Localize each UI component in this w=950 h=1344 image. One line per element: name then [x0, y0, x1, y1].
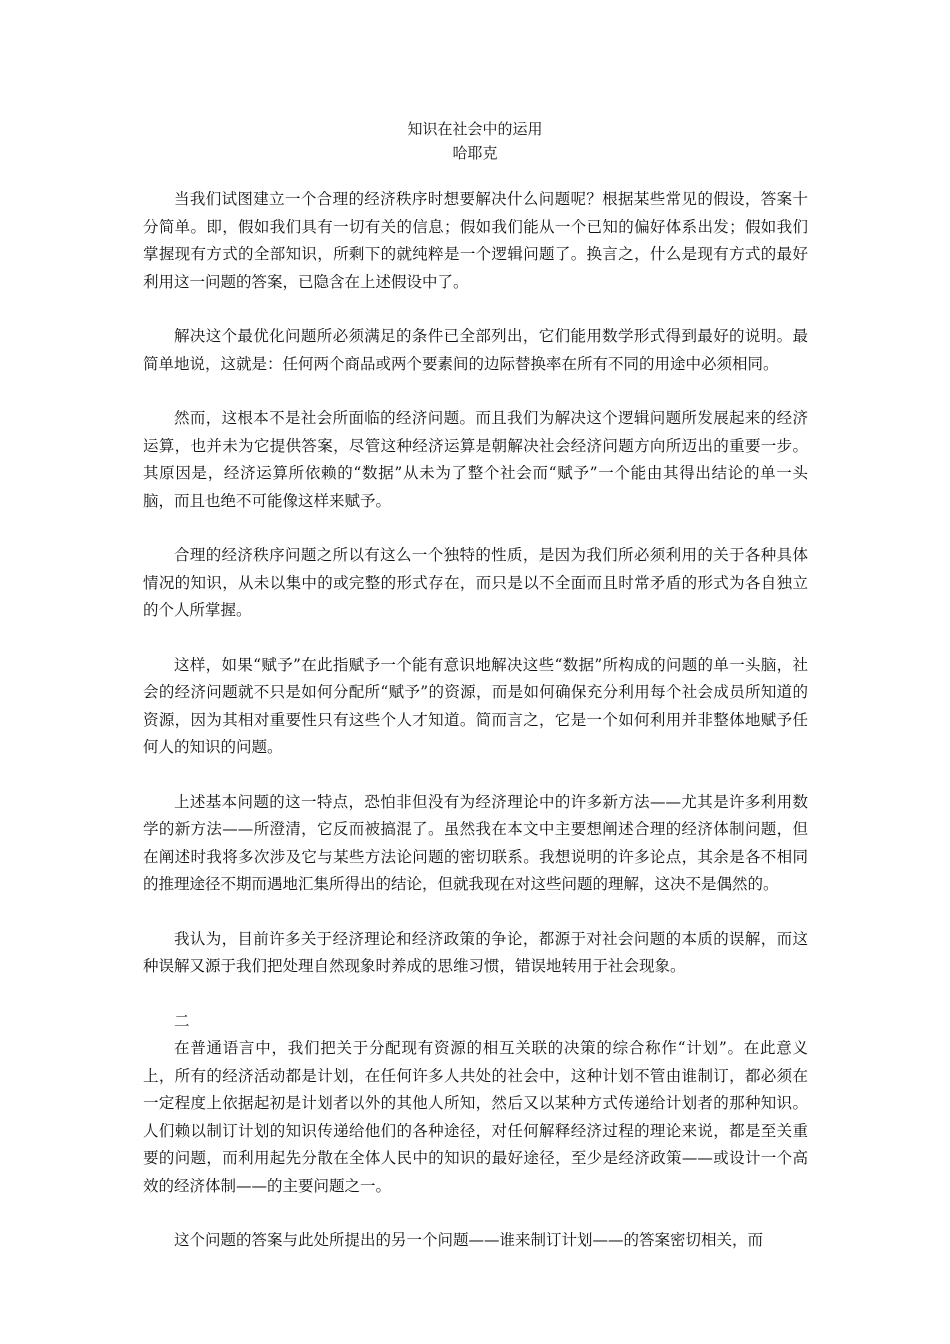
paragraph-9: 这个问题的答案与此处所提出的另一个问题——谁来制订计划——的答案密切相关，而: [174, 1231, 764, 1249]
section-heading: 二: [174, 1011, 190, 1030]
paragraph-3: 然而，这根本不是社会所面临的经济问题。而且我们为解决这个逻辑问题所发展起来的经济运算，也并未为它提供答案，尽管这种经济运算是朝解决社会经济问题方向所迈出的重要一步。其原因是，经济运算所依赖的“数据”从未为了整个社会而“赋予”一个能由其得出结论的单一头脑，而且也绝不可能像这样来赋予。: [143, 409, 808, 510]
paragraph-4: 合理的经济秩序问题之所以有这么一个独特的性质，是因为我们所必须利用的关于各种具体情况的知识，从未以集中的或完整的形式存在，而只是以不全面而且时常矛盾的形式为各自独立的个人所掌握。: [143, 546, 808, 619]
paragraph-7: 我认为，目前许多关于经济理论和经济政策的争论，都源于对社会问题的本质的误解，而这种误解又源于我们把处理自然现象时养成的思维习惯，错误地转用于社会现象。: [143, 929, 808, 975]
document-author: 哈耶克: [452, 144, 498, 162]
paragraph-2: 解决这个最优化问题所必须满足的条件已全部列出，它们能用数学形式得到最好的说明。最简单地说，这就是：任何两个商品或两个要素间的边际替换率在所有不同的用途中必须相同。: [143, 327, 808, 373]
paragraph-1: 当我们试图建立一个合理的经济秩序时想要解决什么问题呢？根据某些常见的假设，答案十分简单。即，假如我们具有一切有关的信息；假如我们能从一个已知的偏好体系出发；假如我们掌握现有方式的全部知识，所剩下的就纯粹是一个逻辑问题了。换言之，什么是现有方式的最好利用这一问题的答案，已隐含在上述假设中了。: [143, 190, 808, 291]
document-title: 知识在社会中的运用: [407, 120, 543, 138]
paragraph-5: 这样，如果“赋予”在此指赋予一个能有意识地解决这些“数据”所构成的问题的单一头脑，社会的经济问题就不只是如何分配所“赋予”的资源，而是如何确保充分利用每个社会成员所知道的资源，因为其相对重要性只有这些个人才知道。简而言之，它是一个如何利用并非整体地赋予任何人的知识的问题。: [143, 655, 808, 756]
title-block: [0, 117, 950, 165]
paragraph-8: 在普通语言中，我们把关于分配现有资源的相互关联的决策的综合称作“计划”。在此意义上，所有的经济活动都是计划，在任何许多人共处的社会中，这种计划不管由谁制订，都必须在一定程度上依据起初是计划者以外的其他人所知，然后又以某种方式传递给计划者的那种知识。人们赖以制订计划的知识传递给他们的各种途径，对任何解释经济过程的理论来说，都是至关重要的问题，而利用起先分散在全体人民中的知识的最好途径，至少是经济政策——或设计一个高效的经济体制——的主要问题之一。: [143, 1039, 808, 1195]
document-body: [143, 186, 808, 1255]
paragraph-6: 上述基本问题的这一特点，恐怕非但没有为经济理论中的许多新方法——尤其是许多利用数学的新方法——所澄清，它反而被搞混了。虽然我在本文中主要想阐述合理的经济体制问题，但在阐述时我将多次涉及它与某些方法论问题的密切联系。我想说明的许多论点，其余是各不相同的推理途径不期而遇地汇集所得出的结论，但就我现在对这些问题的理解，这决不是偶然的。: [143, 792, 808, 893]
